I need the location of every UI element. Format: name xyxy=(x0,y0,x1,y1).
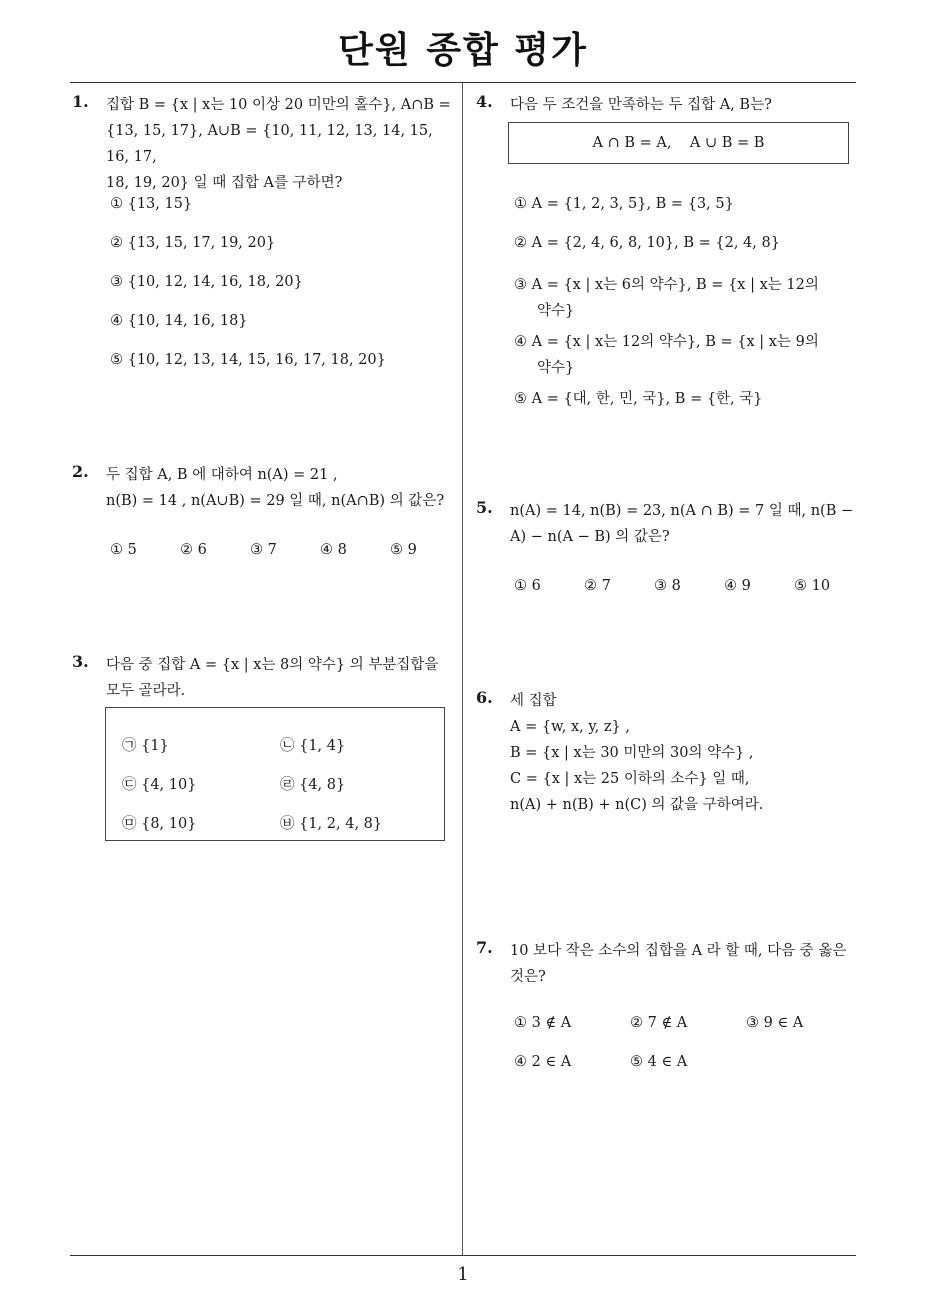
choice-5[interactable]: ⑤ 9 xyxy=(390,542,417,558)
question-text xyxy=(106,92,457,196)
choice-2[interactable]: ② 6 xyxy=(180,542,207,558)
question-3 xyxy=(72,652,457,842)
condition-box xyxy=(508,122,849,164)
choice-3-cont: 약수} xyxy=(537,303,575,319)
box-item-3[interactable]: ㉢ {4, 10} xyxy=(122,777,197,793)
question-6 xyxy=(476,688,861,828)
question-text xyxy=(510,498,853,550)
box-item-1[interactable]: ㉠ {1} xyxy=(122,738,169,754)
choice-5[interactable]: ⑤ 4 ∈ A xyxy=(630,1054,688,1070)
choice-3[interactable]: ③ {10, 12, 14, 16, 18, 20} xyxy=(110,274,303,290)
question-2 xyxy=(72,462,457,572)
question-line: 18, 19, 20} 일 때 집합 A를 구하면? xyxy=(106,175,343,191)
question-number: 1. xyxy=(72,92,89,111)
question-line: 두 집합 A, B 에 대하여 n(A) = 21 , xyxy=(106,467,338,483)
choice-4[interactable]: ④ {10, 14, 16, 18} xyxy=(110,313,248,329)
question-line: B = {x | x는 30 미만의 30의 약수} , xyxy=(510,745,754,761)
question-line: 것은? xyxy=(510,969,546,985)
question-5 xyxy=(476,498,861,608)
choice-2[interactable]: ② 7 ∉ A xyxy=(630,1015,688,1031)
question-line: n(B) = 14 , n(A∪B) = 29 일 때, n(A∩B) 의 값은? xyxy=(106,493,445,509)
question-line: 집합 B = {x | x는 10 이상 20 미만의 홀수}, A∩B = xyxy=(106,97,451,113)
question-number: 5. xyxy=(476,498,493,517)
box-item-4[interactable]: ㉣ {4, 8} xyxy=(280,777,346,793)
box-item-2[interactable]: ㉡ {1, 4} xyxy=(280,738,346,754)
page-number: 1 xyxy=(457,1264,469,1285)
question-text xyxy=(510,938,846,990)
choice-3[interactable]: ③ 9 ∈ A xyxy=(746,1015,804,1031)
question-7 xyxy=(476,938,861,1078)
question-line: 다음 중 집합 A = {x | x는 8의 약수} 의 부분집합을 xyxy=(106,657,439,673)
choice-2[interactable]: ② A = {2, 4, 6, 8, 10}, B = {2, 4, 8} xyxy=(514,235,780,251)
choice-1[interactable]: ① A = {1, 2, 3, 5}, B = {3, 5} xyxy=(514,196,734,212)
choice-1[interactable]: ① {13, 15} xyxy=(110,196,193,212)
choice-1[interactable]: ① 5 xyxy=(110,542,137,558)
top-rule xyxy=(70,82,856,83)
choice-5[interactable]: ⑤ {10, 12, 13, 14, 15, 16, 17, 18, 20} xyxy=(110,352,386,368)
choice-3[interactable]: ③ 7 xyxy=(250,542,277,558)
choice-4[interactable]: ④ 2 ∈ A xyxy=(514,1054,572,1070)
question-text xyxy=(106,652,438,704)
choice-5[interactable]: ⑤ A = {대, 한, 민, 국}, B = {한, 국} xyxy=(514,391,763,407)
choice-1[interactable]: ① 6 xyxy=(514,578,541,594)
question-text xyxy=(510,92,772,118)
question-line: n(A) = 14, n(B) = 23, n(A ∩ B) = 7 일 때, n(B − xyxy=(510,503,854,519)
question-text xyxy=(106,462,444,514)
question-line: 세 집합 xyxy=(510,693,557,709)
question-number: 4. xyxy=(476,92,493,111)
box-item-5[interactable]: ㉤ {8, 10} xyxy=(122,816,197,832)
choice-5[interactable]: ⑤ 10 xyxy=(794,578,831,594)
question-number: 2. xyxy=(72,462,89,481)
choice-3[interactable]: ③ A = {x | x는 6의 약수}, B = {x | x는 12의 xyxy=(514,277,819,293)
question-1 xyxy=(72,92,457,382)
question-number: 6. xyxy=(476,688,493,707)
choice-4-cont: 약수} xyxy=(537,360,575,376)
choice-1[interactable]: ① 3 ∉ A xyxy=(514,1015,572,1031)
question-line: 10 보다 작은 소수의 집합을 A 라 할 때, 다음 중 옳은 xyxy=(510,943,847,959)
question-text xyxy=(510,688,763,818)
choice-3[interactable]: ③ 8 xyxy=(654,578,681,594)
choices-box xyxy=(105,707,445,841)
choice-4[interactable]: ④ 9 xyxy=(724,578,751,594)
condition-text: A ∩ B = A, A ∪ B = B xyxy=(592,135,765,151)
choice-4[interactable]: ④ A = {x | x는 12의 약수}, B = {x | x는 9의 xyxy=(514,334,819,350)
box-item-6[interactable]: ㉥ {1, 2, 4, 8} xyxy=(280,816,383,832)
question-line: {13, 15, 17}, A∪B = {10, 11, 12, 13, 14, 15, 16, 17, xyxy=(106,123,433,165)
question-line: 모두 골라라. xyxy=(106,683,186,699)
question-line: 다음 두 조건을 만족하는 두 집합 A, B는? xyxy=(510,97,772,113)
question-line: A = {w, x, y, z} , xyxy=(510,719,630,735)
choice-4[interactable]: ④ 8 xyxy=(320,542,347,558)
question-line: C = {x | x는 25 이하의 소수} 일 때, xyxy=(510,771,750,787)
column-divider xyxy=(462,83,463,1255)
page-title: 단원 종합 평가 xyxy=(338,30,588,71)
question-line: n(A) + n(B) + n(C) 의 값을 구하여라. xyxy=(510,797,764,813)
bottom-rule xyxy=(70,1255,856,1256)
question-line: A) − n(A − B) 의 값은? xyxy=(510,529,670,545)
choice-2[interactable]: ② {13, 15, 17, 19, 20} xyxy=(110,235,276,251)
question-number: 7. xyxy=(476,938,493,957)
question-4 xyxy=(476,92,861,412)
choice-2[interactable]: ② 7 xyxy=(584,578,611,594)
question-number: 3. xyxy=(72,652,89,671)
